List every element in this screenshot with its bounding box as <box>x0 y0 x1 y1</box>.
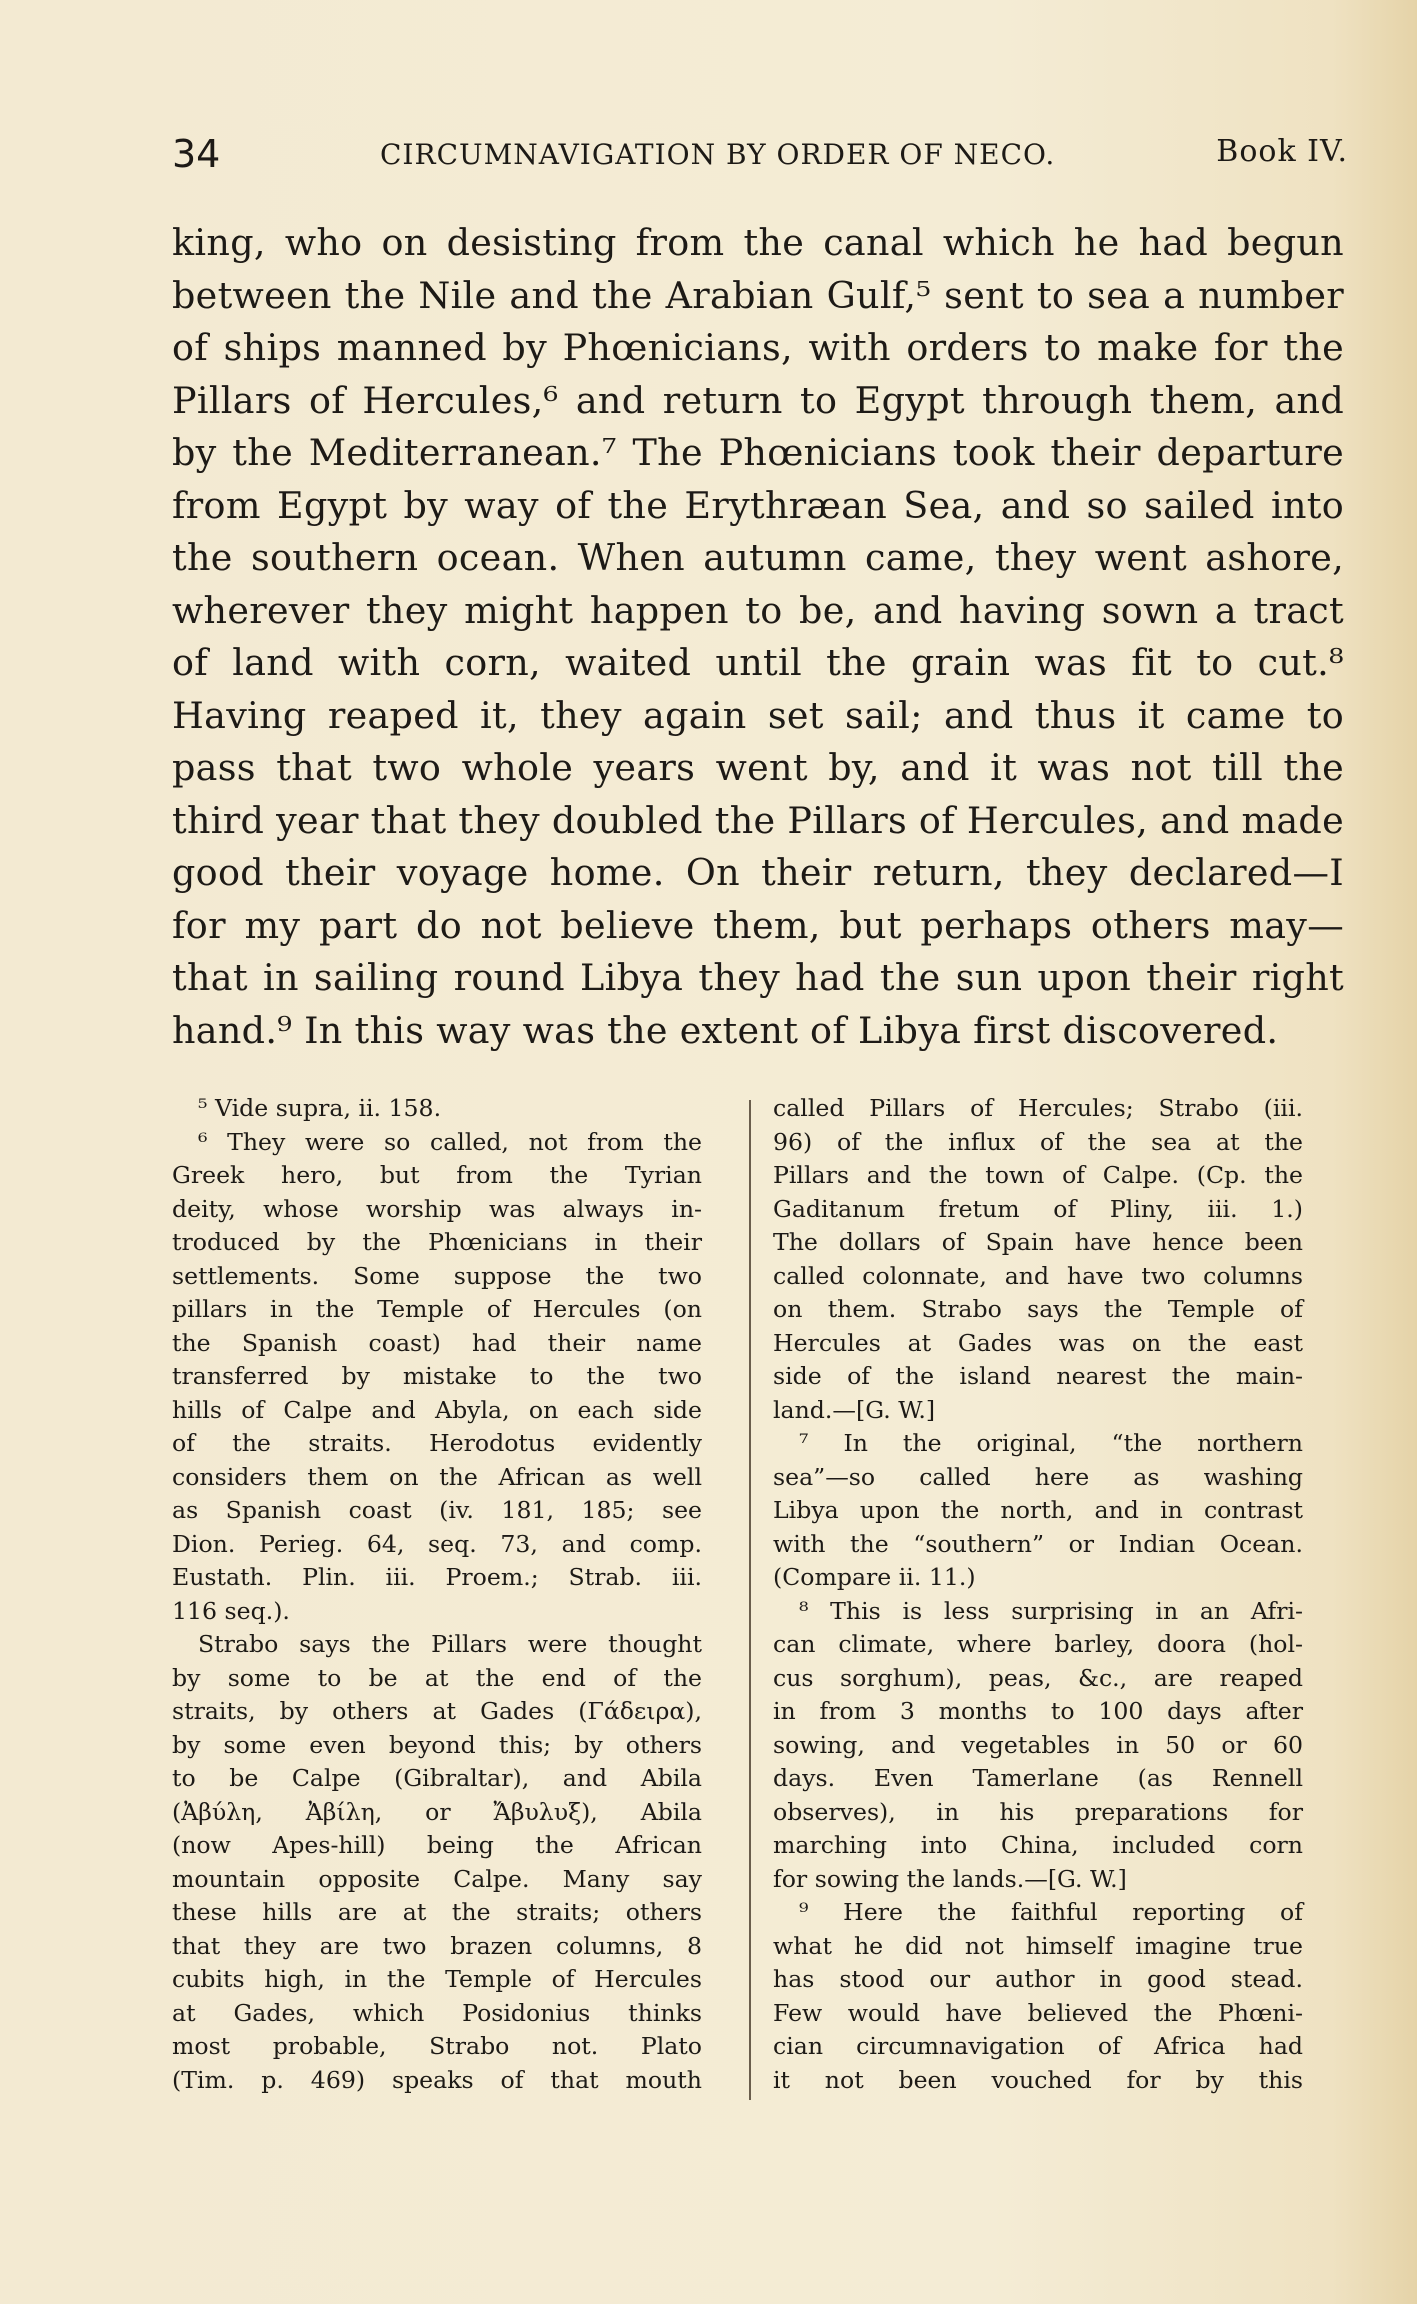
running-title: CIRCUMNAVIGATION BY ORDER OF NECO. <box>380 138 1056 171</box>
footnote-line: Pillars and the town of Calpe. (Cp. the <box>773 1161 1303 1189</box>
text-line: for my part do not believe them, but perhaps others may— <box>172 903 1344 947</box>
footnote-line: what he did not himself imagine true <box>773 1931 1303 1960</box>
footnote-line: settlements. Some suppose the two <box>172 1261 702 1290</box>
footnote-line: by some even beyond this; by others <box>172 1730 702 1759</box>
text-line: that in sailing round Libya they had the sun upon their right <box>172 956 1344 999</box>
footnote-line: Gaditanum fretum of Pliny, iii. 1.) <box>773 1194 1303 1223</box>
footnote-line: of the straits. Herodotus evidently <box>172 1429 702 1457</box>
footnote-line: mountain opposite Calpe. Many say <box>172 1864 702 1893</box>
footnote-line: ⁸ This is less surprising in an Afri- <box>799 1596 1303 1625</box>
footnote-line: 116 seq.). <box>172 1596 290 1625</box>
page-header <box>172 128 1352 178</box>
footnote-line: land.—[G. W.] <box>773 1395 936 1424</box>
footnote-line: ⁷ In the original, “the northern <box>799 1429 1303 1457</box>
footnote-line: most probable, Strabo not. Plato <box>172 2032 702 2060</box>
main-text <box>172 217 1344 1057</box>
text-line: of land with corn, waited until the grain was fit to cut.⁸ <box>172 641 1344 684</box>
text-line: by the Mediterranean.⁷ The Phœnicians took their departure <box>172 431 1344 474</box>
footnote-line: The dollars of Spain have hence been <box>773 1228 1303 1256</box>
text-line: Pillars of Hercules,⁶ and return to Egypt through them, and <box>172 378 1344 422</box>
footnote-line: deity, whose worship was always in- <box>172 1194 702 1223</box>
footnote-line: (now Apes-hill) being the African <box>172 1831 702 1859</box>
footnote-line: with the “southern” or Indian Ocean. <box>773 1529 1303 1558</box>
footnote-line: on them. Strabo says the Temple of <box>773 1295 1303 1323</box>
footnote-line: Hercules at Gades was on the east <box>773 1328 1303 1357</box>
footnote-line: (Ἀβύλη, Ἀβίλη, or Ἄβυλυξ), Abila <box>172 1797 702 1826</box>
footnote-line: these hills are at the straits; others <box>172 1898 702 1926</box>
footnote-line: hills of Calpe and Abyla, on each side <box>172 1395 702 1424</box>
text-line: the southern ocean. When autumn came, they went ashore, <box>172 536 1344 579</box>
text-line: between the Nile and the Arabian Gulf,⁵ sent to sea a number <box>172 273 1344 317</box>
book-label: Book IV. <box>1216 134 1348 169</box>
footnote-line: considers them on the African as well <box>172 1462 702 1491</box>
footnote-line: at Gades, which Posidonius thinks <box>172 1998 702 2027</box>
footnote-line: (Compare ii. 11.) <box>773 1563 976 1591</box>
footnote-line: for sowing the lands.—[G. W.] <box>773 1864 1127 1893</box>
footnote-line: ⁵ Vide supra, ii. 158. <box>198 1094 442 1122</box>
footnotes-left-column <box>172 1092 702 2097</box>
footnote-line: Greek hero, but from the Tyrian <box>172 1161 702 1189</box>
column-divider <box>749 1100 751 2100</box>
footnote-line: transferred by mistake to the two <box>172 1362 702 1390</box>
footnote-line: has stood our author in good stead. <box>773 1965 1303 1993</box>
page-number: 34 <box>172 132 221 176</box>
footnote-line: to be Calpe (Gibraltar), and Abila <box>172 1764 702 1792</box>
footnotes-right-column <box>773 1092 1303 2097</box>
footnote-line: in from 3 months to 100 days after <box>773 1697 1303 1725</box>
footnote-line: it not been vouched for by this <box>773 2065 1303 2094</box>
footnote-line: cian circumnavigation of Africa had <box>773 2032 1303 2060</box>
footnote-line: ⁹ Here the faithful reporting of <box>799 1898 1303 1926</box>
footnote-line: called Pillars of Hercules; Strabo (iii. <box>773 1094 1303 1122</box>
footnote-line: ⁶ They were so called, not from the <box>198 1127 702 1156</box>
text-line: third year that they doubled the Pillars of Hercules, and made <box>172 798 1344 842</box>
footnote-line: called colonnate, and have two columns <box>773 1261 1303 1290</box>
footnote-line: marching into China, included corn <box>773 1831 1303 1859</box>
footnote-line: can climate, where barley, doora (hol- <box>773 1630 1303 1658</box>
text-line: from Egypt by way of the Erythræan Sea, and so sailed into <box>172 483 1344 527</box>
text-line: of ships manned by Phœnicians, with orders to make for the <box>172 326 1344 369</box>
footnote-line: 96) of the influx of the sea at the <box>773 1127 1303 1156</box>
text-line: Having reaped it, they again set sail; and thus it came to <box>172 693 1344 737</box>
footnote-line: (Tim. p. 469) speaks of that mouth <box>172 2065 702 2094</box>
text-line: hand.⁹ In this way was the extent of Libya first discovered. <box>172 1008 1279 1052</box>
footnote-line: sea”—so called here as washing <box>773 1462 1303 1491</box>
footnote-line: Strabo says the Pillars were thought <box>198 1630 702 1658</box>
footnote-line: Few would have believed the Phœni- <box>773 1998 1303 2027</box>
footnote-line: Eustath. Plin. iii. Proem.; Strab. iii. <box>172 1563 702 1591</box>
footnote-line: that they are two brazen columns, 8 <box>172 1931 702 1960</box>
text-line: wherever they might happen to be, and having sown a tract <box>172 588 1344 632</box>
text-line: good their voyage home. On their return, they declared—I <box>172 851 1344 894</box>
footnote-line: Dion. Perieg. 64, seq. 73, and comp. <box>172 1529 702 1558</box>
footnote-line: cubits high, in the Temple of Hercules <box>172 1965 702 1993</box>
footnote-line: sowing, and vegetables in 50 or 60 <box>773 1730 1303 1759</box>
text-line: pass that two whole years went by, and it was not till the <box>172 746 1344 789</box>
footnote-line: pillars in the Temple of Hercules (on <box>172 1295 702 1323</box>
footnote-line: the Spanish coast) had their name <box>172 1328 702 1357</box>
footnote-line: by some to be at the end of the <box>172 1663 702 1692</box>
footnote-line: side of the island nearest the main- <box>773 1362 1303 1390</box>
footnote-line: straits, by others at Gades (Γάδειρα), <box>172 1697 702 1725</box>
footnote-line: days. Even Tamerlane (as Rennell <box>773 1764 1303 1792</box>
text-line: king, who on desisting from the canal which he had begun <box>172 221 1344 264</box>
footnote-line: troduced by the Phœnicians in their <box>172 1228 702 1256</box>
footnote-line: Libya upon the north, and in contrast <box>773 1496 1303 1524</box>
footnote-line: as Spanish coast (iv. 181, 185; see <box>172 1496 702 1524</box>
footnote-line: cus sorghum), peas, &c., are reaped <box>773 1663 1303 1692</box>
footnote-line: observes), in his preparations for <box>773 1797 1303 1826</box>
